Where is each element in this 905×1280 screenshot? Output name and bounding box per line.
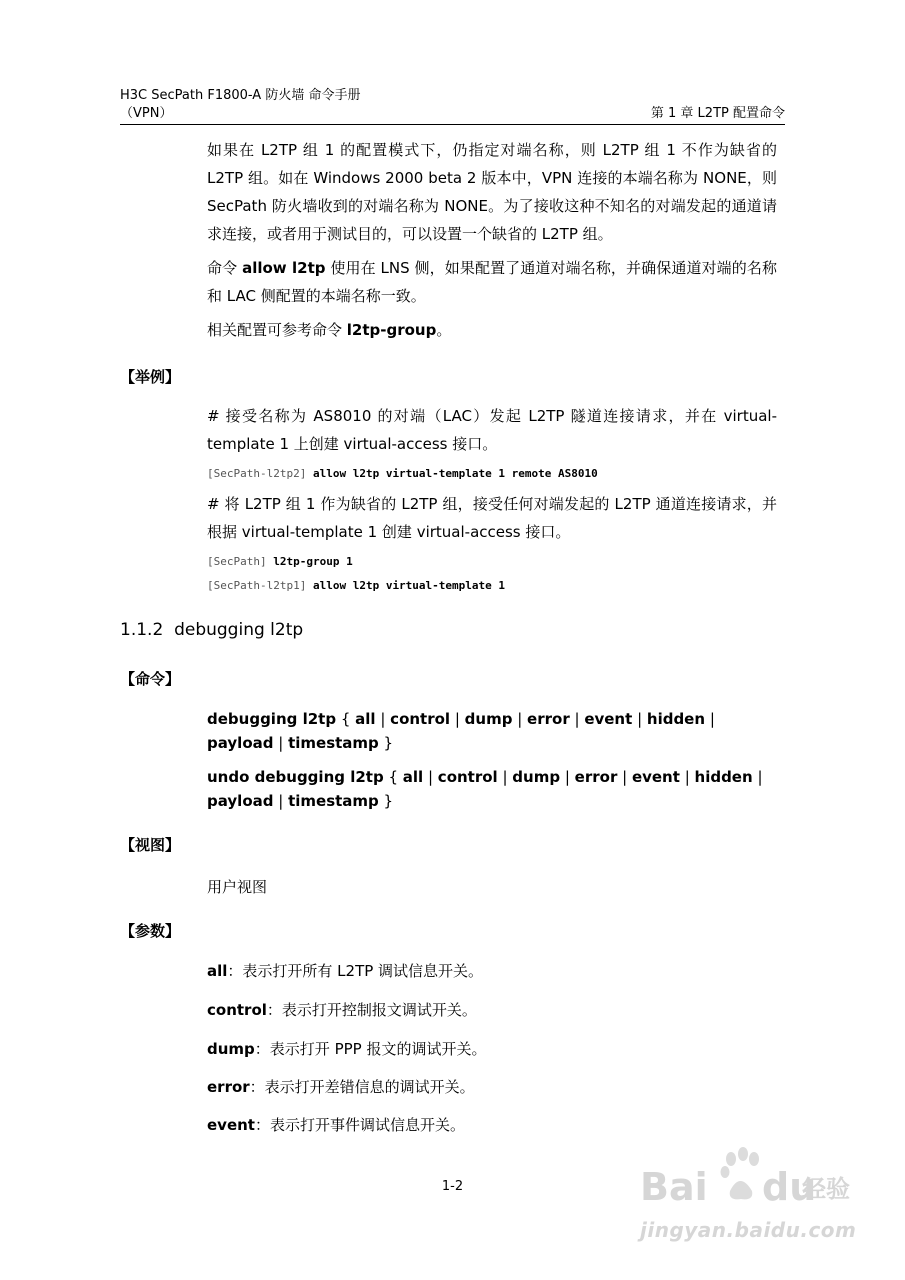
option-timestamp: timestamp [288, 734, 379, 752]
command-label: 【命令】 [120, 670, 181, 688]
header-rule [120, 124, 785, 125]
option-payload: payload [207, 734, 274, 752]
option-control: control [390, 710, 451, 728]
option-all: all [402, 768, 424, 786]
watermark-cn-text: 经验 [802, 1175, 850, 1203]
allow-l2tp-command: allow l2tp [242, 259, 326, 277]
example-desc-2: # 将 L2TP 组 1 作为缺省的 L2TP 组，接受任何对端发起的 L2TP 通道连接请求，并根据 virtual-template 1 创建 virtual-access 接口。 [207, 495, 777, 541]
option-payload: payload [207, 792, 274, 810]
intro-paragraph-2: 命令 allow l2tp 使用在 LNS 侧，如果配置了通道对端名称，并确保通道对端的名称和 LAC 侧配置的本端名称一致。 [207, 259, 777, 305]
section-heading: 1.1.2 debugging l2tp [120, 620, 304, 640]
option-hidden: hidden [694, 768, 753, 786]
option-all: all [355, 710, 376, 728]
param-control: control：表示打开控制报文调试开关。 [207, 1001, 477, 1019]
example-code-1: [SecPath-l2tp2] allow l2tp virtual-template 1 remote AS8010 [207, 467, 598, 480]
option-event: event [584, 710, 633, 728]
watermark-du-text: du [762, 1165, 817, 1209]
param-error: error：表示打开差错信息的调试开关。 [207, 1078, 475, 1096]
option-dump: dump [512, 768, 561, 786]
params-label: 【参数】 [120, 922, 181, 940]
header-chapter: 第 1 章 L2TP 配置命令 [650, 106, 785, 121]
watermark-bai-text: Bai [640, 1165, 708, 1209]
page-number: 1-2 [441, 1179, 464, 1194]
watermark-url: jingyan.baidu.com [640, 1218, 857, 1242]
option-hidden: hidden [646, 710, 706, 728]
option-timestamp: timestamp [288, 792, 379, 810]
example-code-3: [SecPath-l2tp1] allow l2tp virtual-template 1 [207, 579, 506, 592]
command-syntax-2: undo debugging l2tp { all | control | dump | error | event | hidden | payload | timestamp } [207, 768, 763, 810]
param-event: event：表示打开事件调试信息开关。 [207, 1116, 465, 1134]
option-control: control [437, 768, 498, 786]
example-desc-1: # 接受名称为 AS8010 的对端（LAC）发起 L2TP 隧道连接请求，并在 virtual-template 1 上创建 virtual-access 接口。 [207, 407, 777, 453]
intro-paragraph-3: 相关配置可参考命令 l2tp-group。 [207, 321, 452, 339]
command-syntax-1: debugging l2tp { all | control | dump | error | event | hidden | payload | timestamp } [207, 710, 715, 752]
option-event: event [631, 768, 680, 786]
option-error: error [574, 768, 618, 786]
view-text: 用户视图 [207, 878, 268, 896]
option-error: error [527, 710, 570, 728]
example-label: 【举例】 [120, 368, 181, 386]
example-code-2: [SecPath] l2tp-group 1 [207, 555, 353, 568]
view-label: 【视图】 [120, 836, 181, 854]
header-product: H3C SecPath F1800-A 防火墙 命令手册 [120, 88, 361, 103]
param-dump: dump：表示打开 PPP 报文的调试开关。 [207, 1040, 487, 1058]
intro-paragraph-1: 如果在 L2TP 组 1 的配置模式下，仍指定对端名称，则 L2TP 组 1 不作为缺省的 L2TP 组。如在 Windows 2000 beta 2 版本中，VPN 连接的本端名称为 NONE，则 SecPath 防火墙收到的对端名称为 NONE。为了接收这种不知名的对端发起的通道请求连接，或者用于测试目的，可以设置一个缺省的 L2TP 组。 [207, 141, 777, 243]
option-dump: dump [464, 710, 513, 728]
header-volume: （VPN） [120, 106, 173, 121]
param-all: all：表示打开所有 L2TP 调试信息开关。 [207, 962, 484, 980]
l2tp-group-command: l2tp-group [346, 321, 437, 339]
baidu-watermark-logo [640, 1145, 855, 1215]
